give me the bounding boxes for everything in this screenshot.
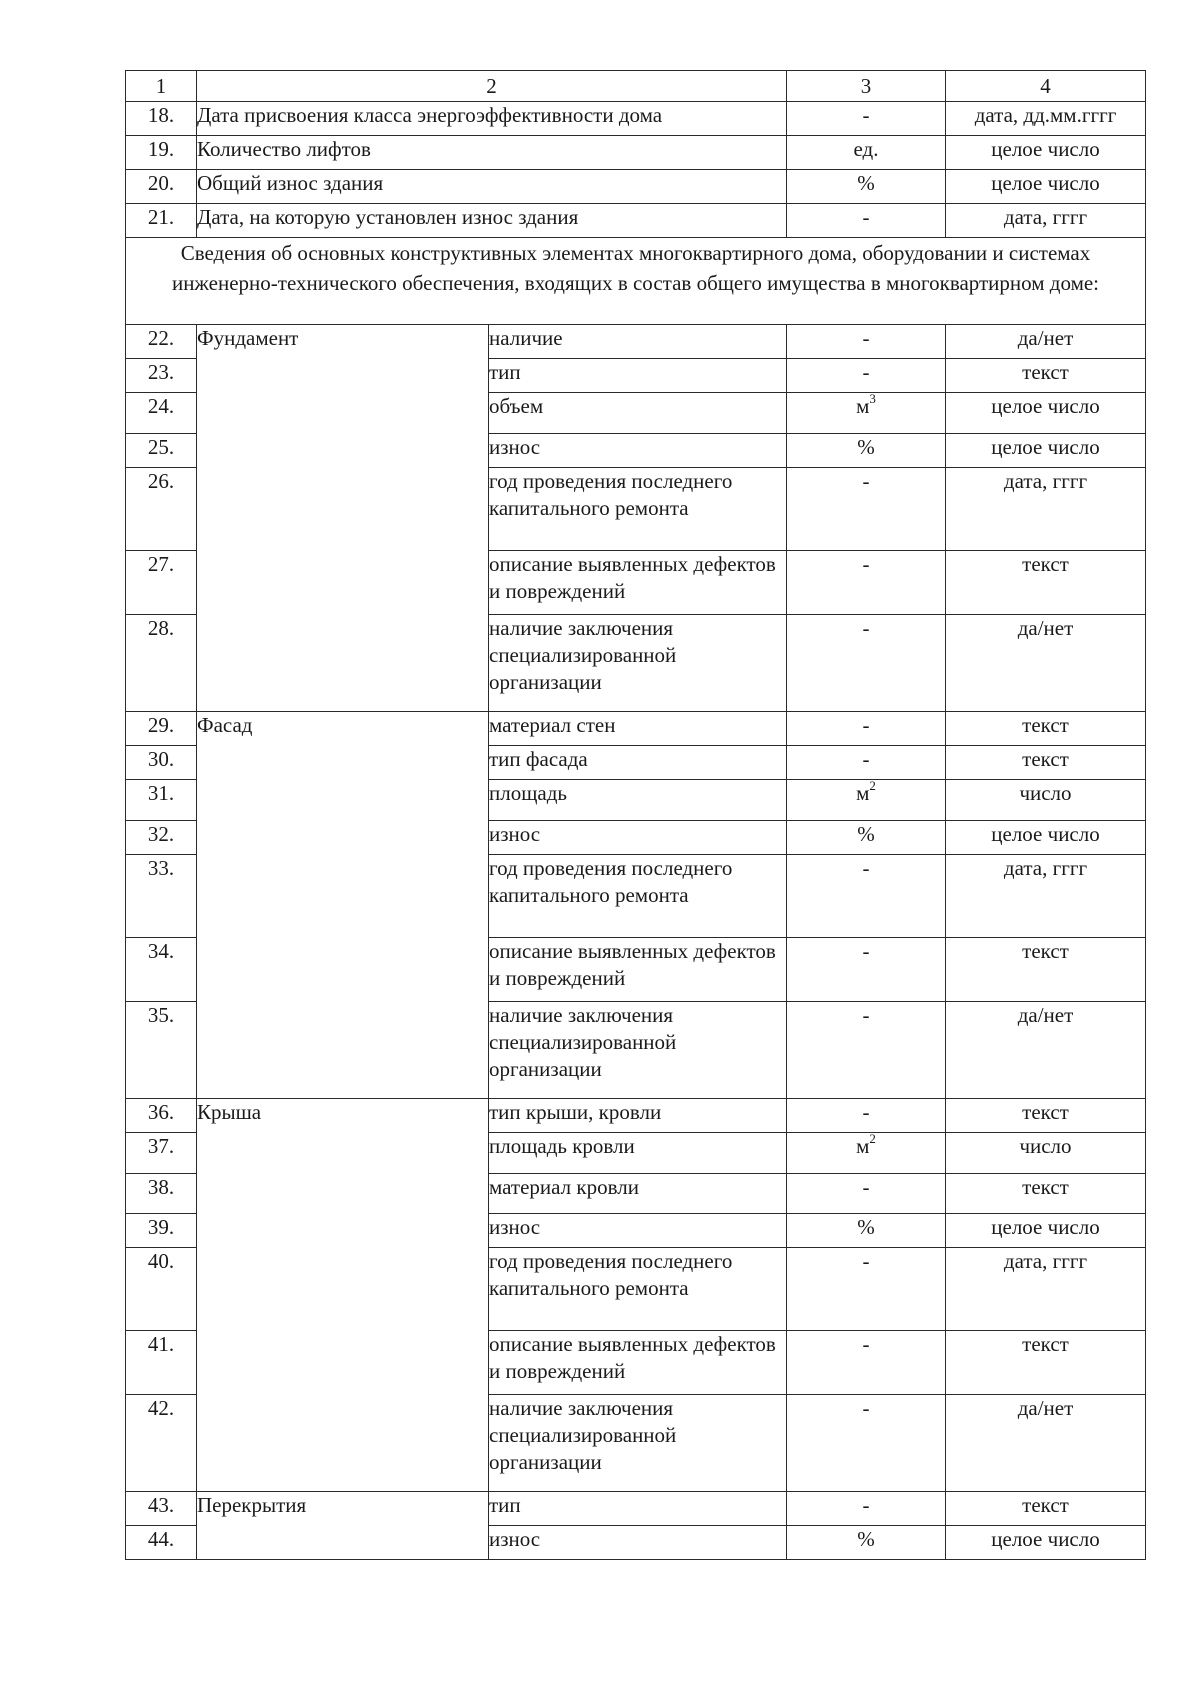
row-unit: -	[787, 551, 946, 615]
header-row	[126, 71, 1146, 102]
row-number: 21.	[126, 204, 197, 238]
row-unit: %	[787, 434, 946, 468]
row-attribute: площадь кровли	[489, 1133, 787, 1174]
row-type: да/нет	[946, 1395, 1146, 1492]
table-row	[126, 170, 1146, 204]
table-row	[126, 325, 1146, 359]
unit-base: м	[856, 781, 870, 805]
row-number: 40.	[126, 1248, 197, 1331]
row-unit: -	[787, 1248, 946, 1331]
group-name: Крыша	[197, 1099, 489, 1492]
row-attribute: площадь	[489, 780, 787, 821]
row-type: текст	[946, 1174, 1146, 1214]
row-text: Общий износ здания	[197, 170, 787, 204]
row-type: текст	[946, 938, 1146, 1002]
header-cell-2: 2	[197, 71, 787, 102]
row-unit	[787, 780, 946, 821]
row-type: текст	[946, 712, 1146, 746]
header-cell-3: 3	[787, 71, 946, 102]
table-row	[126, 712, 1146, 746]
row-unit: -	[787, 1174, 946, 1214]
row-unit: -	[787, 1099, 946, 1133]
group-name: Фундамент	[197, 325, 489, 712]
group-name: Перекрытия	[197, 1492, 489, 1560]
row-unit: %	[787, 1214, 946, 1248]
row-number: 32.	[126, 821, 197, 855]
row-number: 28.	[126, 615, 197, 712]
row-number: 31.	[126, 780, 197, 821]
row-number: 20.	[126, 170, 197, 204]
row-number: 19.	[126, 136, 197, 170]
row-attribute: наличие	[489, 325, 787, 359]
row-text: Количество лифтов	[197, 136, 787, 170]
table-row	[126, 102, 1146, 136]
row-unit: -	[787, 1492, 946, 1526]
row-type: целое число	[946, 1526, 1146, 1560]
row-number: 24.	[126, 393, 197, 434]
row-number: 38.	[126, 1174, 197, 1214]
row-attribute: описание выявленных дефектов и повреждений	[489, 551, 787, 615]
row-type: дата, гггг	[946, 468, 1146, 551]
row-type: текст	[946, 1331, 1146, 1395]
header-cell-4: 4	[946, 71, 1146, 102]
row-unit: ед.	[787, 136, 946, 170]
row-number: 22.	[126, 325, 197, 359]
row-number: 30.	[126, 746, 197, 780]
row-number: 23.	[126, 359, 197, 393]
row-attribute: наличие заключения специализированной организации	[489, 1395, 787, 1492]
row-type: текст	[946, 1099, 1146, 1133]
row-unit: -	[787, 615, 946, 712]
row-number: 36.	[126, 1099, 197, 1133]
row-attribute: год проведения последнего капитального ремонта	[489, 855, 787, 938]
row-type: дата, дд.мм.гггг	[946, 102, 1146, 136]
row-type: да/нет	[946, 1002, 1146, 1099]
row-unit: -	[787, 746, 946, 780]
unit-exponent: 2	[869, 778, 876, 793]
section-row	[126, 238, 1146, 325]
row-attribute: износ	[489, 1526, 787, 1560]
unit-exponent: 2	[869, 1131, 876, 1146]
row-attribute: материал кровли	[489, 1174, 787, 1214]
section-title: Сведения об основных конструктивных элементах многоквартирного дома, оборудовании и системах инженерно-технического обеспечения, входящих в состав общего имущества в многоквартирном доме:	[126, 238, 1146, 325]
row-text: Дата, на которую установлен износ здания	[197, 204, 787, 238]
row-attribute: год проведения последнего капитального ремонта	[489, 1248, 787, 1331]
row-number: 39.	[126, 1214, 197, 1248]
row-number: 25.	[126, 434, 197, 468]
row-unit: %	[787, 1526, 946, 1560]
row-unit: -	[787, 468, 946, 551]
row-attribute: тип фасада	[489, 746, 787, 780]
row-number: 18.	[126, 102, 197, 136]
row-unit: -	[787, 204, 946, 238]
row-attribute: тип крыши, кровли	[489, 1099, 787, 1133]
row-number: 44.	[126, 1526, 197, 1560]
row-unit: -	[787, 325, 946, 359]
row-type: целое число	[946, 393, 1146, 434]
unit-base: м	[856, 1134, 870, 1158]
row-text: Дата присвоения класса энергоэффективности дома	[197, 102, 787, 136]
row-type: целое число	[946, 434, 1146, 468]
row-type: текст	[946, 1492, 1146, 1526]
row-number: 43.	[126, 1492, 197, 1526]
row-unit: -	[787, 1395, 946, 1492]
row-number: 35.	[126, 1002, 197, 1099]
row-type: целое число	[946, 1214, 1146, 1248]
unit-exponent: 3	[869, 391, 876, 406]
row-attribute: износ	[489, 1214, 787, 1248]
row-number: 42.	[126, 1395, 197, 1492]
row-attribute: наличие заключения специализированной организации	[489, 1002, 787, 1099]
row-attribute: описание выявленных дефектов и повреждений	[489, 1331, 787, 1395]
row-type: да/нет	[946, 615, 1146, 712]
row-unit	[787, 393, 946, 434]
row-attribute: износ	[489, 821, 787, 855]
row-attribute: год проведения последнего капитального ремонта	[489, 468, 787, 551]
header-cell-1: 1	[126, 71, 197, 102]
row-type: текст	[946, 359, 1146, 393]
unit-base: м	[856, 394, 870, 418]
row-attribute: наличие заключения специализированной организации	[489, 615, 787, 712]
row-type: дата, гггг	[946, 855, 1146, 938]
row-type: да/нет	[946, 325, 1146, 359]
table-row	[126, 136, 1146, 170]
row-type: дата, гггг	[946, 204, 1146, 238]
row-attribute: материал стен	[489, 712, 787, 746]
row-type: целое число	[946, 136, 1146, 170]
row-unit: -	[787, 712, 946, 746]
row-type: текст	[946, 746, 1146, 780]
row-number: 41.	[126, 1331, 197, 1395]
row-number: 37.	[126, 1133, 197, 1174]
group-name: Фасад	[197, 712, 489, 1099]
row-type: число	[946, 1133, 1146, 1174]
row-number: 33.	[126, 855, 197, 938]
row-unit: -	[787, 1002, 946, 1099]
row-unit: -	[787, 359, 946, 393]
row-unit: -	[787, 938, 946, 1002]
row-type: целое число	[946, 821, 1146, 855]
row-unit: -	[787, 855, 946, 938]
row-number: 34.	[126, 938, 197, 1002]
row-type: дата, гггг	[946, 1248, 1146, 1331]
row-number: 27.	[126, 551, 197, 615]
row-type: текст	[946, 551, 1146, 615]
row-unit: -	[787, 102, 946, 136]
row-number: 26.	[126, 468, 197, 551]
row-attribute: износ	[489, 434, 787, 468]
row-attribute: описание выявленных дефектов и повреждений	[489, 938, 787, 1002]
row-type: число	[946, 780, 1146, 821]
row-unit: %	[787, 170, 946, 204]
row-attribute: тип	[489, 1492, 787, 1526]
attributes-table	[125, 70, 1146, 1560]
row-unit: -	[787, 1331, 946, 1395]
row-unit: %	[787, 821, 946, 855]
table-row	[126, 1492, 1146, 1526]
row-attribute: тип	[489, 359, 787, 393]
row-number: 29.	[126, 712, 197, 746]
row-attribute: объем	[489, 393, 787, 434]
row-unit	[787, 1133, 946, 1174]
table-row	[126, 1099, 1146, 1133]
row-type: целое число	[946, 170, 1146, 204]
table-row	[126, 204, 1146, 238]
